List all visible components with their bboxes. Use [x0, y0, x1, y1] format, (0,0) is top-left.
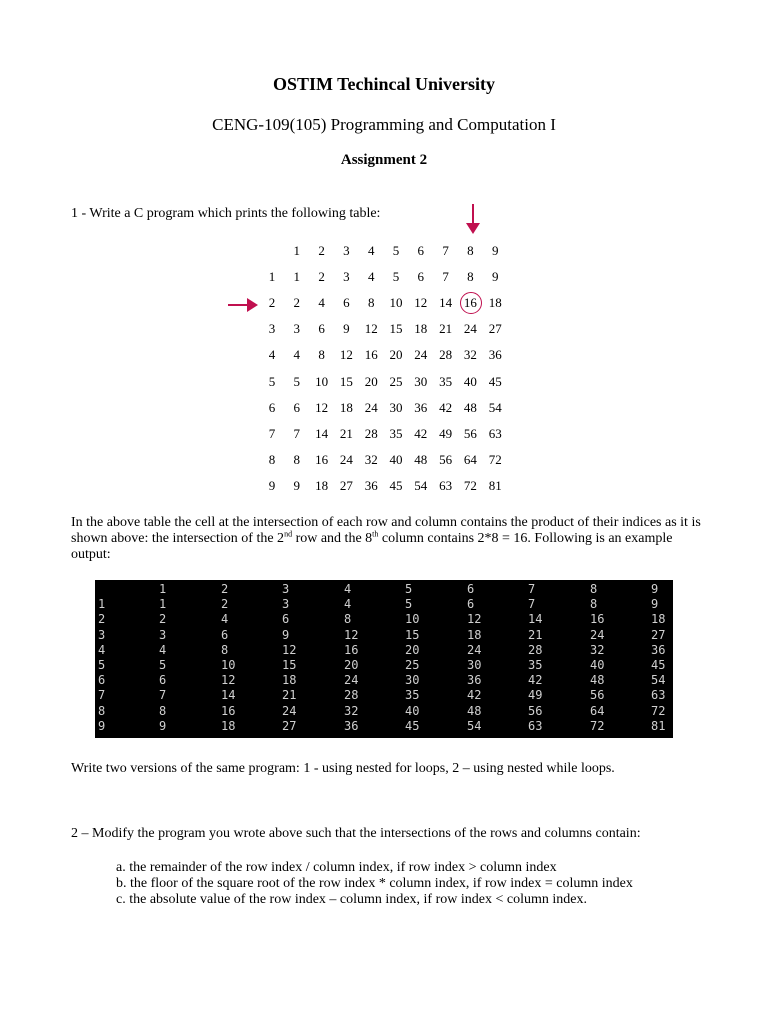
- table-cell: 2: [293, 295, 301, 311]
- console-cell: 63: [528, 718, 543, 733]
- console-col-header: 4: [344, 582, 352, 596]
- table-cell: 63: [488, 425, 502, 441]
- console-cell: 4: [344, 597, 352, 612]
- table-col-header: 5: [392, 243, 400, 258]
- table-cell: 72: [463, 477, 477, 493]
- table-col-header: 8: [467, 243, 474, 258]
- console-cell: 3: [159, 627, 167, 642]
- console-cell: 45: [405, 718, 420, 733]
- table-col-header: 2: [318, 243, 325, 258]
- console-cell: 12: [221, 673, 236, 688]
- table-cell: 5: [392, 269, 400, 285]
- console-cell: 63: [651, 688, 666, 703]
- console-cell: 35: [405, 688, 420, 703]
- console-cell: 6: [159, 673, 167, 688]
- console-cell: 6: [221, 627, 229, 642]
- console-cell: 30: [467, 658, 482, 672]
- table-cell: 14: [439, 295, 453, 311]
- table-cell: 18: [414, 321, 428, 337]
- table-cell: 35: [389, 425, 403, 441]
- console-cell: 7: [528, 597, 536, 612]
- table-cell: 16: [364, 347, 378, 363]
- console-cell: 8: [344, 612, 352, 627]
- versions-instruction: Write two versions of the same program: 1 - using nested for loops, 2 – using nested while loops.: [71, 761, 615, 776]
- console-row-header: 2: [98, 612, 106, 627]
- table-cell: 4: [293, 347, 301, 363]
- table-cell: 28: [364, 425, 378, 441]
- console-row-header: 4: [98, 642, 106, 657]
- question-2-items: [116, 860, 633, 908]
- table-cell: 54: [488, 399, 502, 415]
- console-row-header: 7: [98, 688, 106, 703]
- console-cell: 24: [590, 627, 605, 642]
- table-col-header: 1: [293, 243, 301, 258]
- table-cell: 12: [339, 347, 353, 363]
- console-cell: 30: [405, 673, 420, 688]
- table-cell: 8: [467, 269, 474, 285]
- table-cell: 6: [343, 295, 350, 311]
- console-cell: 18: [651, 612, 666, 627]
- console-cell: 8: [590, 597, 598, 612]
- table-cell: 56: [439, 451, 453, 467]
- table-cell: 48: [463, 399, 477, 415]
- table-cell: 3: [293, 321, 301, 337]
- table-cell: 7: [293, 425, 301, 441]
- console-cell: 3: [282, 597, 290, 612]
- table-cell: 20: [364, 373, 378, 389]
- table-cell: 21: [439, 321, 453, 337]
- console-cell: 9: [282, 627, 290, 642]
- table-cell: 48: [414, 451, 428, 467]
- table-cell: 45: [389, 477, 403, 493]
- table-cell: 10: [315, 373, 329, 389]
- table-cell: 4: [367, 269, 375, 285]
- down-arrow-icon: [464, 204, 482, 236]
- table-cell: 24: [364, 399, 378, 415]
- console-cell: 42: [467, 688, 482, 703]
- console-cell: 16: [590, 612, 605, 627]
- console-cell: 27: [651, 627, 666, 642]
- console-cell: 14: [528, 612, 543, 627]
- console-cell: 56: [528, 703, 543, 718]
- table-cell: 40: [463, 373, 477, 389]
- right-arrow-icon: [228, 296, 260, 314]
- console-row-header: 1: [98, 597, 106, 612]
- console-cell: 72: [590, 718, 605, 733]
- question-2-item-c: c. the absolute value of the row index – column index, if row index < column index.: [116, 892, 587, 907]
- console-row-header: 8: [98, 703, 106, 718]
- table-cell: 2: [318, 269, 325, 285]
- table-cell: 40: [389, 451, 403, 467]
- table-cell: 72: [488, 451, 502, 467]
- table-cell: 18: [488, 295, 502, 311]
- question-2-prompt: 2 – Modify the program you wrote above such that the intersections of the rows and columns contain:: [71, 826, 641, 841]
- table-cell: 1: [293, 269, 301, 285]
- console-cell: 2: [159, 612, 167, 627]
- console-cell: 7: [159, 688, 167, 703]
- console-cell: 28: [344, 688, 359, 703]
- console-cell: 5: [405, 597, 413, 612]
- console-cell: 15: [405, 627, 420, 642]
- table-cell: 24: [414, 347, 428, 363]
- console-cell: 24: [282, 703, 297, 718]
- table-cell: 14: [315, 425, 329, 441]
- table-cell: 42: [439, 399, 453, 415]
- table-cell: 18: [339, 399, 353, 415]
- console-cell: 1: [159, 597, 167, 612]
- console-cell: 12: [282, 642, 297, 657]
- console-cell: 72: [651, 703, 666, 718]
- console-cell: 40: [405, 703, 420, 718]
- table-cell: 9: [293, 477, 301, 493]
- console-cell: 15: [282, 658, 297, 672]
- table-row-header: 1: [268, 269, 276, 285]
- table-cell: 45: [488, 373, 502, 389]
- table-cell: 3: [343, 269, 350, 285]
- table-cell: 35: [439, 373, 453, 389]
- table-cell: 36: [364, 477, 378, 493]
- table-cell: 20: [389, 347, 403, 363]
- table-cell: 56: [463, 425, 477, 441]
- console-cell: 20: [405, 642, 420, 657]
- console-cell: 8: [159, 703, 167, 718]
- table-col-header: 4: [367, 243, 375, 258]
- console-cell: 48: [590, 673, 605, 688]
- console-cell: 16: [221, 703, 236, 718]
- console-cell: 42: [528, 673, 543, 688]
- console-output: [95, 580, 673, 738]
- console-cell: 12: [467, 612, 482, 627]
- table-row-header: 5: [268, 373, 276, 389]
- table-row-header: 8: [268, 451, 276, 467]
- table-row-header: 2: [268, 295, 276, 311]
- table-cell: 64: [463, 451, 477, 467]
- table-cell: 12: [364, 321, 378, 337]
- console-cell: 36: [467, 673, 482, 688]
- table-cell: 36: [488, 347, 502, 363]
- course-title: CENG-109(105) Programming and Computation I: [212, 115, 556, 134]
- table-cell: 42: [414, 425, 428, 441]
- table-cell: 24: [463, 321, 477, 337]
- table-cell: 32: [463, 347, 477, 363]
- table-cell: 8: [367, 295, 375, 311]
- table-description: In the above table the cell at the intersection of each row and column contains the product of their indices as it is shown above: the intersection of the 2nd row and the 8th column contains 2*8 = 16. Following is an example output:: [71, 515, 701, 562]
- question-1-prompt: 1 - Write a C program which prints the following table:: [71, 206, 381, 221]
- table-row-header: 7: [268, 425, 276, 441]
- table-cell: 12: [414, 295, 428, 311]
- console-cell: 18: [221, 718, 236, 733]
- console-cell: 6: [467, 597, 475, 612]
- console-cell: 28: [528, 642, 543, 657]
- console-row-header: 6: [98, 673, 106, 688]
- table-cell: 6: [293, 399, 301, 415]
- table-cell: 18: [315, 477, 329, 493]
- console-cell: 35: [528, 658, 543, 672]
- table-cell: 16: [315, 451, 329, 467]
- console-cell: 54: [651, 673, 666, 688]
- console-row-header: 5: [98, 658, 106, 672]
- highlight-circle: [460, 292, 482, 314]
- console-cell: 25: [405, 658, 420, 672]
- console-cell: 16: [344, 642, 359, 657]
- console-cell: 56: [590, 688, 605, 703]
- table-cell: 21: [339, 425, 353, 441]
- console-cell: 8: [221, 642, 229, 657]
- table-cell: 30: [389, 399, 403, 415]
- console-cell: 21: [282, 688, 297, 703]
- console-cell: 45: [651, 658, 666, 672]
- console-cell: 54: [467, 718, 482, 733]
- table-cell: 9: [491, 269, 499, 285]
- table-cell: 4: [318, 295, 325, 311]
- console-col-header: 7: [528, 582, 536, 596]
- console-cell: 49: [528, 688, 543, 703]
- console-cell: 27: [282, 718, 297, 733]
- table-col-header: 9: [491, 243, 499, 258]
- console-cell: 9: [159, 718, 167, 733]
- table-row-header: 6: [268, 399, 276, 415]
- console-cell: 36: [651, 642, 666, 657]
- table-cell: 15: [339, 373, 353, 389]
- table-cell: 9: [343, 321, 350, 337]
- console-cell: 10: [405, 612, 420, 627]
- table-cell: 6: [318, 321, 325, 337]
- console-col-header: 1: [159, 582, 167, 596]
- table-cell: 30: [414, 373, 428, 389]
- console-cell: 4: [221, 612, 229, 627]
- console-cell: 24: [344, 673, 359, 688]
- table-cell: 49: [439, 425, 453, 441]
- question-2-item-a: a. the remainder of the row index / column index, if row index > column index: [116, 860, 557, 875]
- console-cell: 24: [467, 642, 482, 657]
- table-cell: 27: [339, 477, 353, 493]
- console-cell: 5: [159, 658, 167, 672]
- table-cell: 6: [417, 269, 425, 285]
- table-row-header: 4: [268, 347, 276, 363]
- table-cell: 32: [364, 451, 378, 467]
- table-cell: 36: [414, 399, 428, 415]
- table-cell: 5: [293, 373, 301, 389]
- console-col-header: 9: [651, 582, 659, 596]
- table-cell: 54: [414, 477, 428, 493]
- assignment-title: Assignment 2: [340, 152, 428, 168]
- console-cell: 6: [282, 612, 290, 627]
- console-col-header: 6: [467, 582, 475, 596]
- console-cell: 32: [344, 703, 359, 718]
- console-cell: 64: [590, 703, 605, 718]
- console-cell: 81: [651, 718, 666, 733]
- console-cell: 2: [221, 597, 229, 612]
- console-cell: 20: [344, 658, 359, 672]
- console-cell: 9: [651, 597, 659, 612]
- console-cell: 21: [528, 627, 543, 642]
- table-cell: 16: [463, 295, 477, 311]
- table-cell: 63: [439, 477, 453, 493]
- table-col-header: 7: [442, 243, 449, 258]
- table-row-header: 9: [268, 477, 276, 493]
- console-cell: 18: [467, 627, 482, 642]
- console-col-header: 5: [405, 582, 413, 596]
- console-cell: 14: [221, 688, 236, 703]
- console-cell: 36: [344, 718, 359, 733]
- table-cell: 8: [318, 347, 325, 363]
- table-cell: 15: [389, 321, 403, 337]
- university-title: OSTIM Techincal University: [272, 74, 496, 94]
- table-col-header: 6: [417, 243, 425, 258]
- question-2-item-b: b. the floor of the square root of the row index * column index, if row index = column index: [116, 876, 633, 891]
- console-cell: 10: [221, 658, 236, 672]
- console-cell: 32: [590, 642, 605, 657]
- console-cell: 18: [282, 673, 297, 688]
- table-col-header: 3: [343, 243, 350, 258]
- console-row-header: 9: [98, 718, 106, 733]
- table-cell: 24: [339, 451, 353, 467]
- table-cell: 8: [293, 451, 301, 467]
- console-cell: 4: [159, 642, 167, 657]
- console-col-header: 3: [282, 582, 290, 596]
- table-cell: 27: [488, 321, 502, 337]
- table-cell: 12: [315, 399, 329, 415]
- table-cell: 81: [488, 477, 502, 493]
- table-cell: 28: [439, 347, 453, 363]
- console-col-header: 8: [590, 582, 598, 596]
- console-col-header: 2: [221, 582, 229, 596]
- table-cell: 25: [389, 373, 403, 389]
- console-cell: 48: [467, 703, 482, 718]
- table-cell: 7: [442, 269, 449, 285]
- table-row-header: 3: [268, 321, 276, 337]
- console-row-header: 3: [98, 627, 106, 642]
- console-cell: 40: [590, 658, 605, 672]
- table-cell: 10: [389, 295, 403, 311]
- console-cell: 12: [344, 627, 359, 642]
